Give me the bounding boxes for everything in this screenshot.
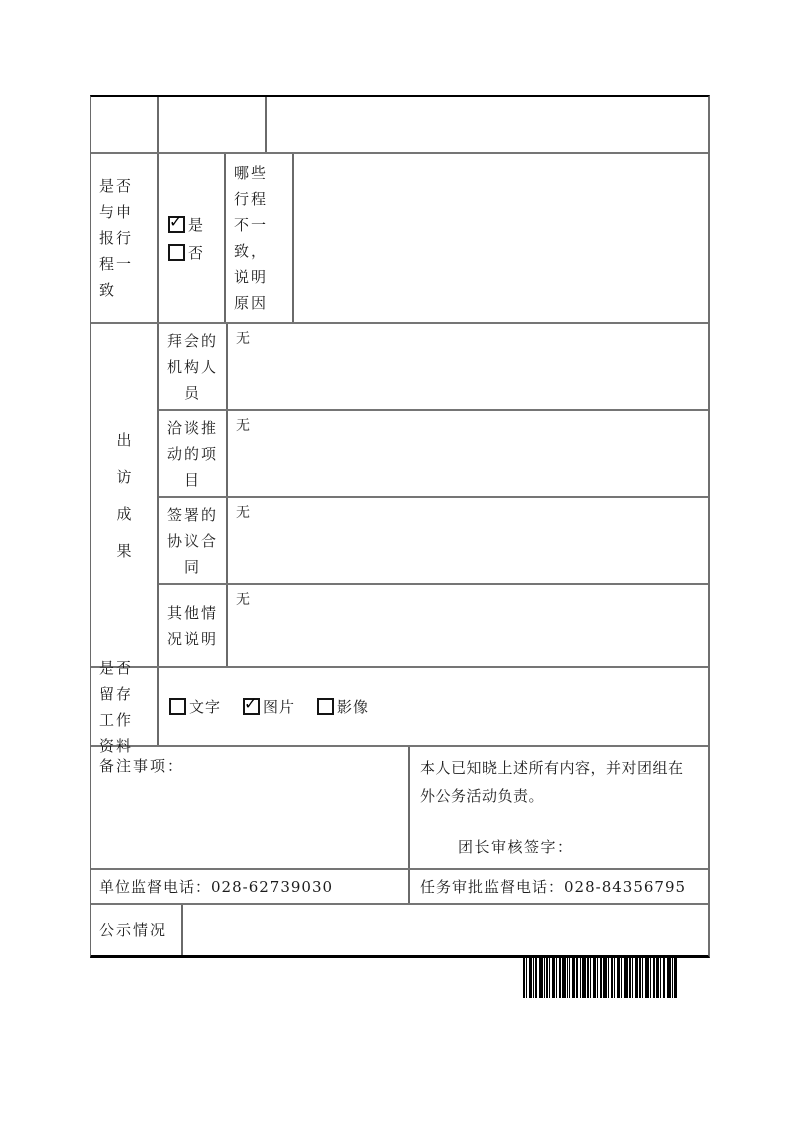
itinerary-match-row xyxy=(91,154,708,324)
itinerary-match-label: 是否与申报行程一致 xyxy=(91,154,159,322)
mismatch-reason-label: 哪些行程不一致，说明原因 xyxy=(226,154,294,322)
remarks-label: 备注事项： xyxy=(91,747,410,868)
negotiated-projects-label: 洽谈推动的项目 xyxy=(159,411,228,496)
materials-checkboxes xyxy=(159,668,708,745)
declaration-cell xyxy=(410,747,708,868)
checkbox-video-label: 影像 xyxy=(337,698,370,716)
signed-agreements-label: 签署的协议合同 xyxy=(159,498,228,583)
materials-label: 是否留存工作资料 xyxy=(91,668,159,745)
publicity-label: 公示情况 xyxy=(91,905,183,955)
itinerary-match-checkboxes xyxy=(159,154,226,322)
other-notes-value: 无 xyxy=(236,592,251,608)
visit-results-rows xyxy=(159,324,708,666)
other-notes-label: 其他情况说明 xyxy=(159,585,228,666)
mismatch-reason-value xyxy=(294,154,708,322)
barcode xyxy=(523,956,677,998)
remarks-row xyxy=(91,747,708,870)
unit-phone-cell xyxy=(91,870,410,903)
checkbox-icon xyxy=(169,698,186,715)
checkbox-yes-label: 是 xyxy=(188,215,205,234)
empty-cell xyxy=(267,97,708,152)
task-supervision-phone: 任务审批监督电话：028-84356795 xyxy=(420,878,687,896)
checkbox-icon xyxy=(168,244,185,261)
visit-results-label: 出访成果 xyxy=(114,432,133,580)
checkbox-icon: ✓ xyxy=(168,216,185,233)
checkbox-yes[interactable] xyxy=(168,211,224,235)
checkbox-icon xyxy=(317,698,334,715)
table-row xyxy=(159,411,708,498)
checkbox-video[interactable] xyxy=(317,696,369,717)
visit-results-section xyxy=(91,324,708,668)
checkbox-no-label: 否 xyxy=(188,243,205,262)
visited-orgs-value: 无 xyxy=(236,331,251,347)
table-row xyxy=(159,585,708,666)
phones-row xyxy=(91,870,708,905)
publicity-value xyxy=(183,905,708,955)
visit-results-header xyxy=(91,324,159,666)
checkbox-text[interactable] xyxy=(169,696,221,717)
unit-supervision-phone: 单位监督电话：028-62739030 xyxy=(99,878,334,896)
checkbox-no[interactable] xyxy=(168,242,224,263)
checkbox-pictures[interactable] xyxy=(243,696,295,717)
empty-cell xyxy=(91,97,159,152)
checkbox-pictures-label: 图片 xyxy=(263,698,296,716)
materials-row xyxy=(91,658,708,755)
leader-signature-label: 团长审核签字： xyxy=(458,838,574,856)
declaration-text: 本人已知晓上述所有内容，并对团组在外公务活动负责。 xyxy=(420,759,684,805)
task-phone-cell xyxy=(410,870,708,903)
visited-orgs-label: 拜会的机构人员 xyxy=(159,324,228,409)
checkbox-icon: ✓ xyxy=(243,698,260,715)
publicity-row xyxy=(91,905,708,955)
negotiated-projects-value: 无 xyxy=(236,418,251,434)
report-form-table xyxy=(90,95,710,958)
checkbox-text-label: 文字 xyxy=(189,698,222,716)
continuation-row xyxy=(91,97,708,154)
table-row xyxy=(159,324,708,411)
empty-cell xyxy=(159,97,267,152)
signed-agreements-value: 无 xyxy=(236,505,251,521)
table-row xyxy=(159,498,708,585)
